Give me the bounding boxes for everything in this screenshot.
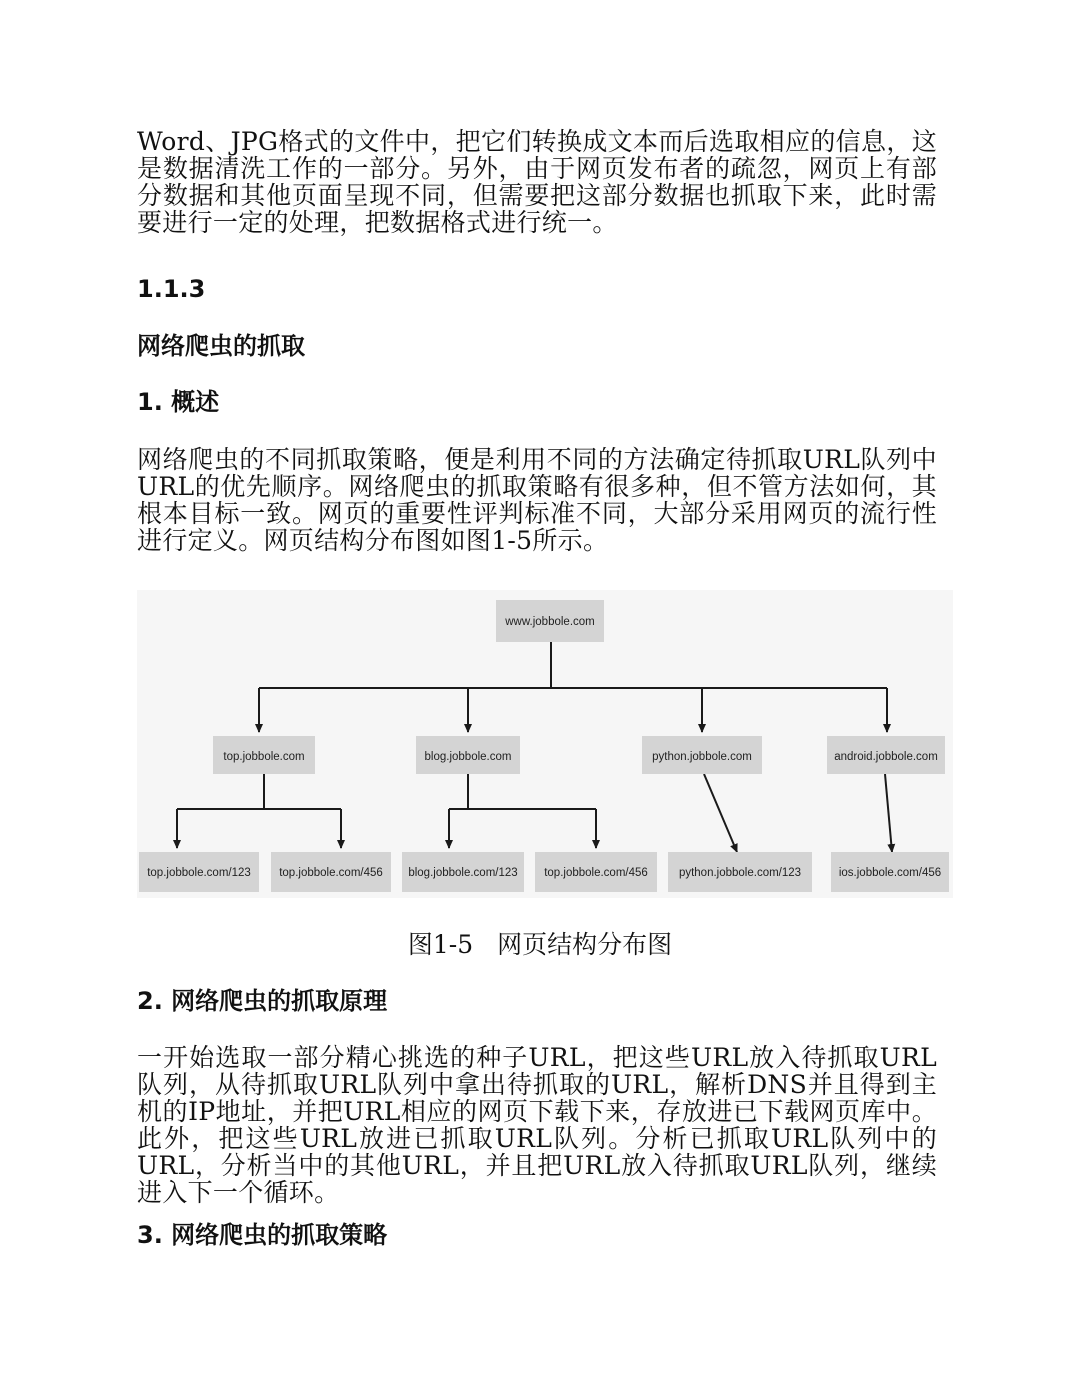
- section-number: 1.1.3: [137, 275, 206, 303]
- site-structure-diagram: [137, 590, 953, 898]
- overview-paragraph: 网络爬虫的不同抓取策略，便是利用不同的方法确定待抓取URL队列中URL的优先顺序。网络爬虫的抓取策略有很多种，但不管方法如何，其根本目标一致。网页的重要性评判标准不同，大部分采用网页的流行性进行定义。网页结构分布图如图1-5所示。: [137, 445, 937, 555]
- node-root: [496, 600, 604, 642]
- node-leaf-1-label: top.jobbole.com/123: [147, 867, 251, 879]
- node-leaf-2-label: top.jobbole.com/456: [279, 867, 383, 879]
- intro-paragraph: Word、JPG格式的文件中，把它们转换成文本而后选取相应的信息，这是数据清洗工作的一部分。另外，由于网页发布者的疏忽，网页上有部分数据和其他页面呈现不同，但需要把这部分数据也抓取下来，此时需要进行一定的处理，把数据格式进行统一。: [137, 127, 937, 237]
- heading-principle: 2. 网络爬虫的抓取原理: [137, 987, 388, 1015]
- heading-strategy: 3. 网络爬虫的抓取策略: [137, 1221, 388, 1249]
- node-blog-label: blog.jobbole.com: [424, 751, 512, 763]
- figure-caption-title: 网页结构分布图: [497, 930, 673, 959]
- node-leaf-4-label: top.jobbole.com/456: [544, 867, 648, 879]
- node-leaf-6-label: ios.jobbole.com/456: [838, 867, 942, 879]
- section-title: 网络爬虫的抓取: [137, 332, 305, 360]
- figure-caption-number: 图1-5: [407, 930, 474, 959]
- node-leaf-3-label: blog.jobbole.com/123: [408, 867, 518, 879]
- node-python-label: python.jobbole.com: [652, 751, 752, 763]
- principle-paragraph: 一开始选取一部分精心挑选的种子URL，把这些URL放入待抓取URL队列，从待抓取URL队列中拿出待抓取的URL，解析DNS并且得到主机的IP地址，并把URL相应的网页下载下来，存放进已下载网页库中。此外，把这些URL放进已抓取URL队列。分析已抓取URL队列中的URL，分析当中的其他URL，并且把URL放入待抓取URL队列，继续进入下一个循环。: [137, 1043, 937, 1207]
- node-leaf-5-label: python.jobbole.com/123: [678, 867, 802, 879]
- node-android-label: android.jobbole.com: [834, 751, 938, 763]
- node-top-label: top.jobbole.com: [223, 751, 305, 763]
- figure-caption: [0, 930, 1080, 960]
- node-root-label: www.jobbole.com: [505, 616, 595, 628]
- heading-overview: 1. 概述: [137, 388, 220, 416]
